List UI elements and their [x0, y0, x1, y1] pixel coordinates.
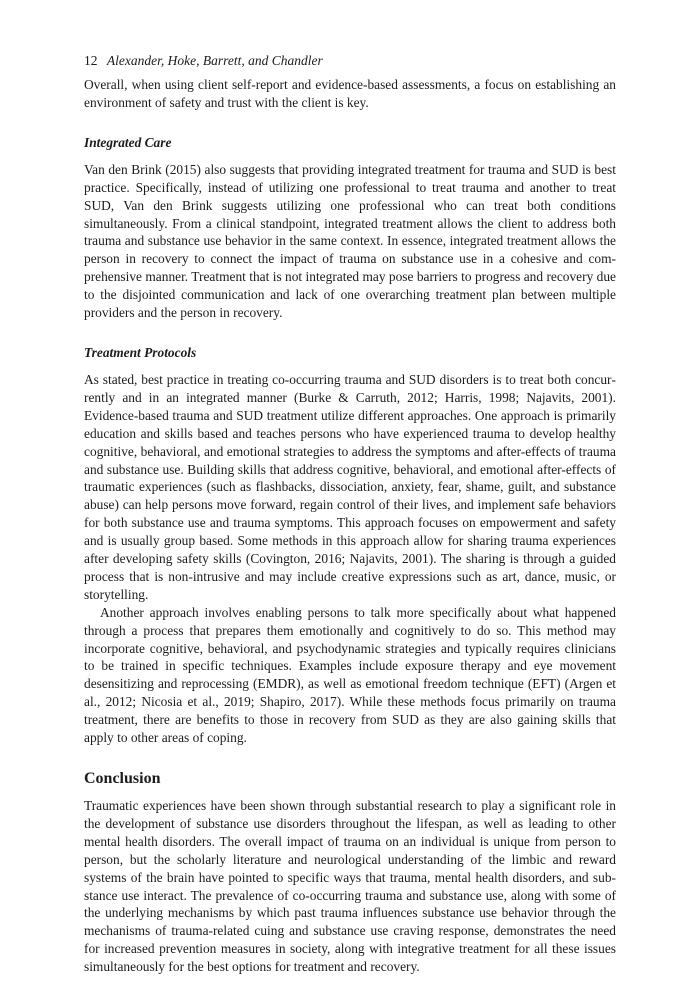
running-head-authors: Alexander, Hoke, Barrett, and Chandler [106, 53, 323, 68]
intro-paragraph: Overall, when using client self-report and evidence-based assessments, a focus on establishing an environment of safety and trust with the client is key. [84, 77, 616, 110]
book-page [84, 52, 616, 976]
treatment-protocols-paragraph-2: Another approach involves enabling persons to talk more specifically about what happened through a process that prepares them emotionally and cognitively to do so. This method may incorporate cognitive, behavioral, and psychodynamic strategies and typically requires clinicians to be trained in specific techniques. Examples include exposure therapy and eye movement desensitizing and reprocessing (EMDR), as well as emotional freedom technique (EFT) (Argen et al., 2012; Nicosia et al., 2019; Shapiro, 2017). While these methods focus primarily on trauma treatment, there are benefits to those in recovery from SUD as they are also gaining skills that apply to other areas of coping. [84, 604, 616, 746]
conclusion-paragraph: Traumatic experiences have been shown through substantial research to play a significant role in the development of substance use disorders throughout the lifespan, as well as leading to other mental health disorders. The overall impact of trauma on an individual is unique from person to person, but the scholarly literature and neurological understanding of the limbic and reward systems of the brain have pointed to specific ways that trauma, mental health disorders, and substance use interact. The prevalence of co-occurring trauma and substance use, along with some of the underlying mechanisms by which past trauma influences substance use behavior through the mechanisms of trauma-related cuing and substance use craving response, demonstrates the need for increased prevention measures in society, along with integrative treatment for all these issues simultaneously for the best options for treatment and recovery. [84, 798, 616, 975]
running-head [84, 52, 616, 70]
treatment-protocols-heading: Treatment Protocols [84, 344, 197, 360]
conclusion-heading: Conclusion [84, 770, 161, 787]
integrated-care-heading: Integrated Care [84, 134, 172, 150]
integrated-care-paragraph: Van den Brink (2015) also suggests that providing integrated treatment for trauma and SUD is best practice. Specifically, instead of utilizing one professional to treat trauma and another to treat SUD, Van den Brink suggests utilizing one professional who can treat both conditions simultaneously. From a clinical standpoint, integrated treatment allows the client to address both trauma and substance use behavior in the same context. In essence, integrated treatment allows the person in recovery to connect the impact of trauma on substance use in a cohesive and comprehensive manner. Treatment that is not integrated may pose barriers to progress and recovery due to the disjointed communication and lack of one overarching treatment plan between multiple providers and the person in recovery. [84, 161, 616, 321]
page-number: 12 [84, 53, 98, 68]
treatment-protocols-paragraph-1: As stated, best practice in treating co-occurring trauma and SUD disorders is to treat both concurrently and in an integrated manner (Burke & Carruth, 2012; Harris, 1998; Najavits, 2001). Evidence-based trauma and SUD treatment utilize different approaches. One approach is primarily education and skills based and teaches persons who have experienced trauma to develop healthy cognitive, behavioral, and emotional strategies to address the symptoms and after-effects of trauma and substance use. Building skills that address cognitive, behavioral, and emotional after-effects of traumatic experiences (such as flashbacks, dissociation, anxiety, fear, shame, guilt, and substance abuse) can help persons move forward, regain control of their lives, and implement safe behaviors for both substance use and trauma symptoms. This approach focuses on empowerment and safety and is usually group based. Some methods in this approach allow for sharing trauma experiences after developing safety skills (Covington, 2016; Najavits, 2001). The sharing is through a guided process that is non-intrusive and may include creative expressions such as art, dance, music, or storytelling. [84, 371, 616, 602]
